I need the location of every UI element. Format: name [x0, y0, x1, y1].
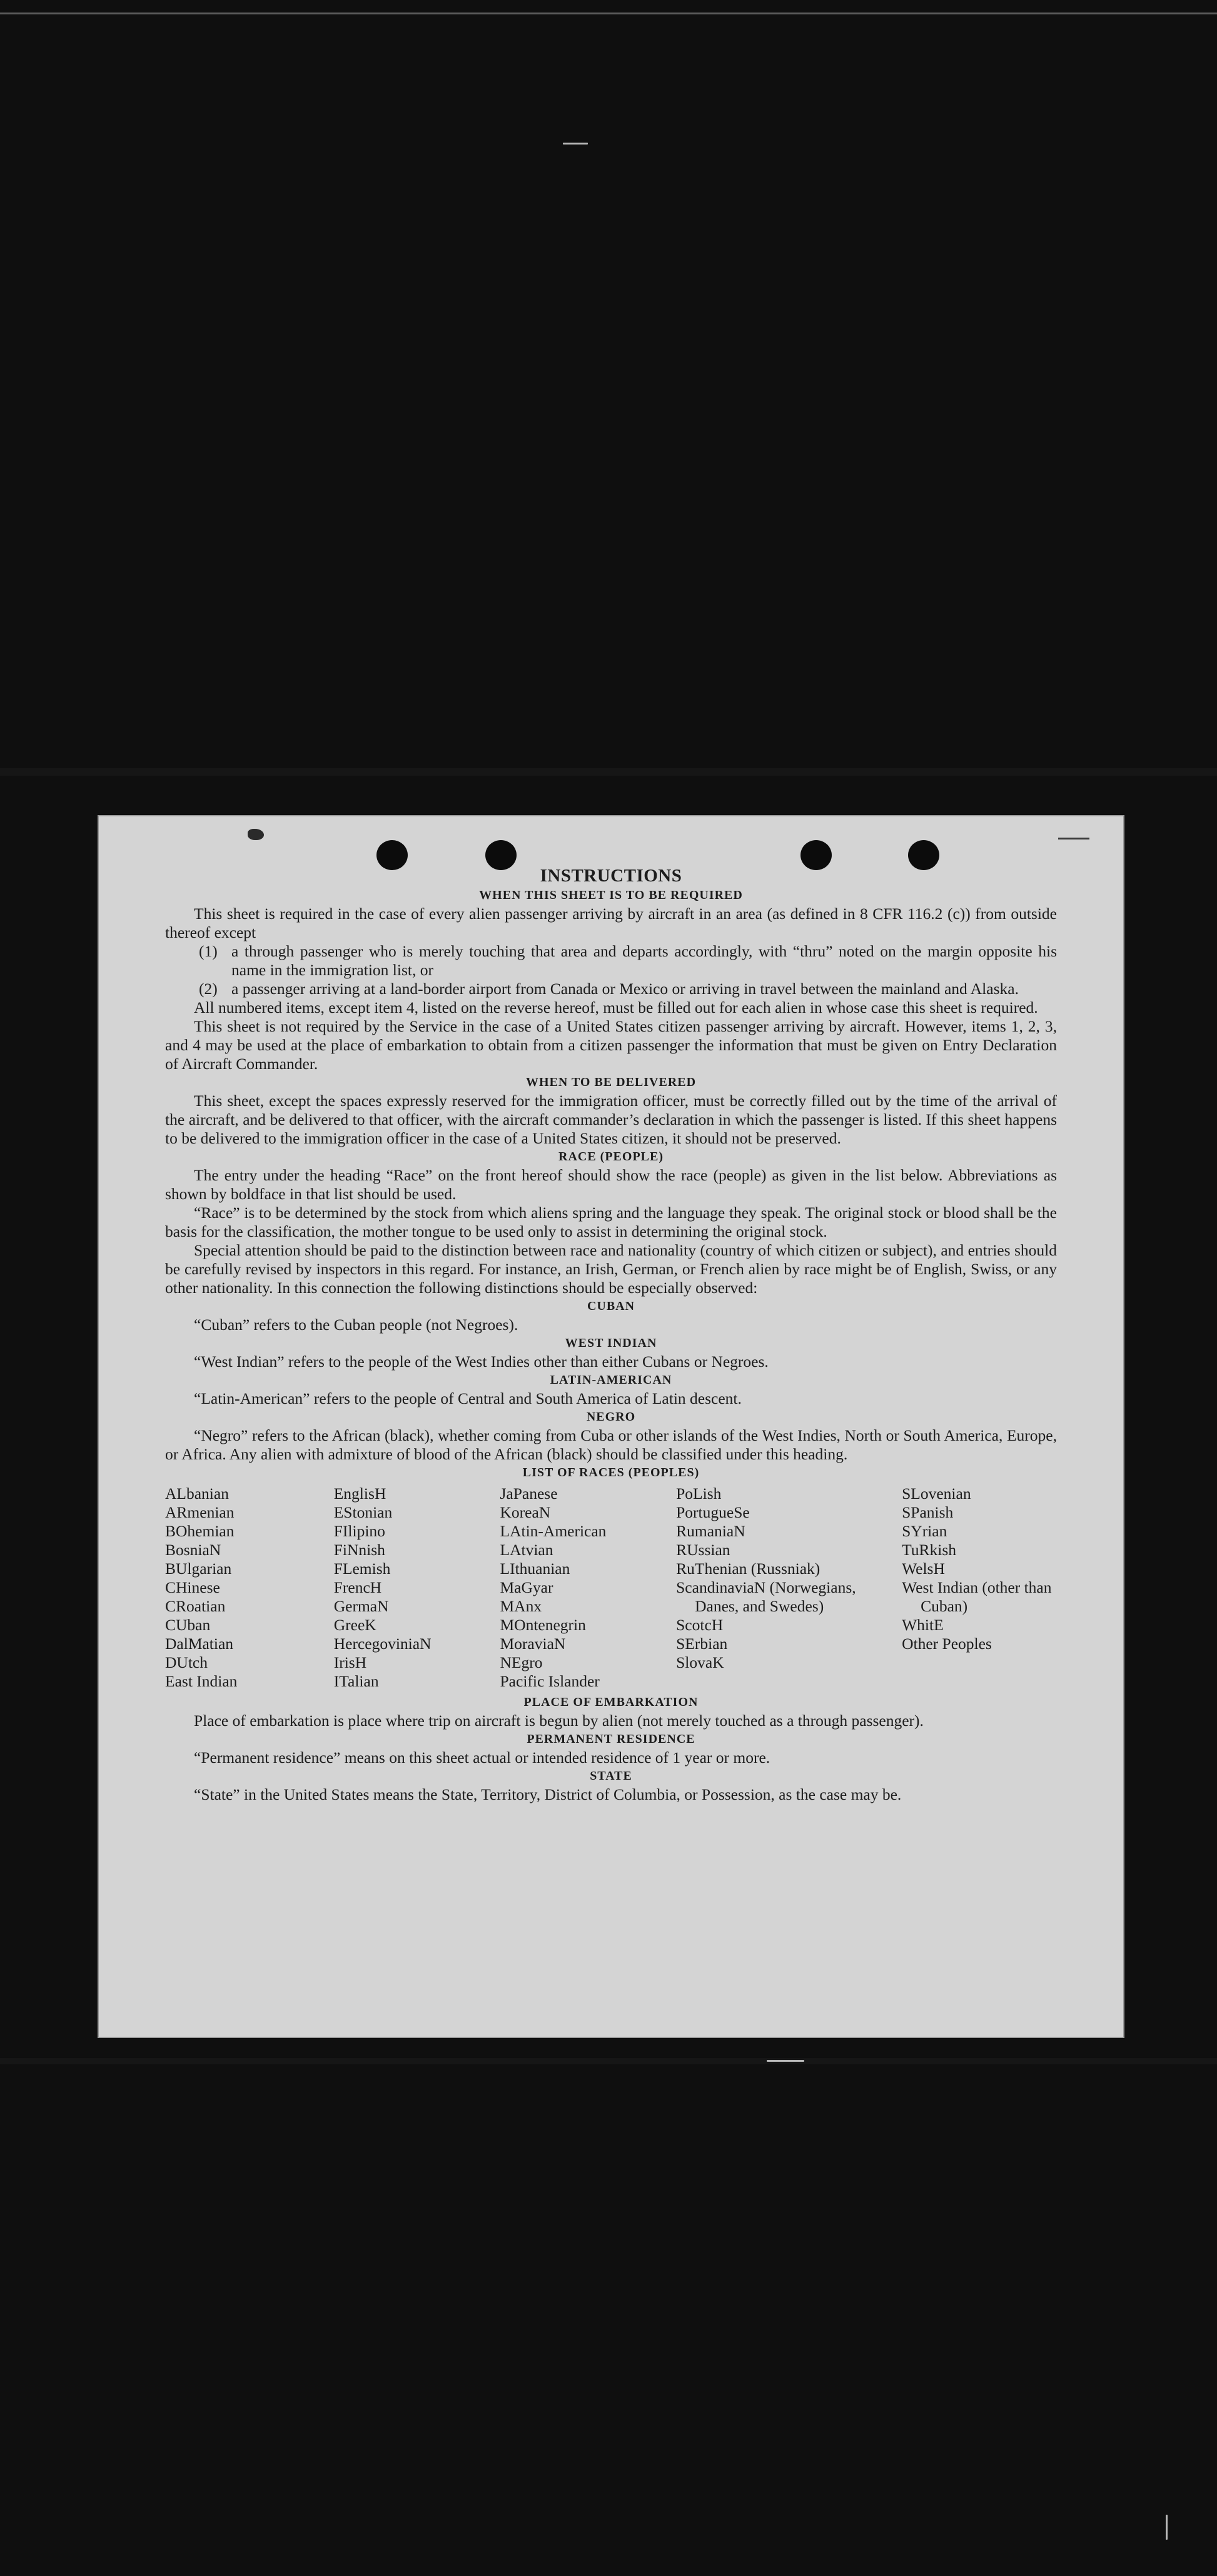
race-item: TuRkish	[902, 1541, 957, 1559]
race-item: WhitE	[902, 1616, 944, 1634]
race-item: HercegoviniaN	[333, 1635, 432, 1653]
race-item: FiNnish	[333, 1541, 385, 1559]
race-item: SYrian	[902, 1522, 947, 1540]
paragraph: Place of embarkation is place where trip on aircraft is begun by alien (not merely touched as a through passenger).	[194, 1711, 924, 1730]
race-item: BosniaN	[165, 1541, 221, 1559]
race-item: MAnx	[500, 1597, 542, 1615]
list-item-number: (1)	[199, 942, 218, 960]
section-heading-latin-american: LATIN-AMERICAN	[550, 1373, 672, 1387]
list-item-number: (2)	[199, 980, 218, 998]
race-item: SLovenian	[902, 1484, 971, 1503]
paragraph: “West Indian” refers to the people of the West Indies other than either Cubans or Negroes.	[194, 1352, 769, 1371]
race-item: SErbian	[676, 1635, 728, 1653]
races-column	[165, 1484, 334, 1691]
race-item: DUtch	[165, 1653, 208, 1671]
section-heading-west-indian: WEST INDIAN	[565, 1336, 657, 1350]
film-speck	[1166, 2515, 1168, 2540]
paragraph: “Latin-American” refers to the people of Central and South America of Latin descent.	[194, 1389, 742, 1407]
section-heading-when-delivered: WHEN TO BE DELIVERED	[525, 1075, 697, 1089]
section-heading-residence: PERMANENT RESIDENCE	[527, 1732, 695, 1746]
section-heading-races-list: LIST OF RACES (PEOPLES)	[522, 1466, 700, 1479]
film-speck	[767, 2060, 804, 2062]
race-item: JaPanese	[500, 1484, 558, 1503]
race-item: BUlgarian	[165, 1559, 232, 1578]
races-column	[902, 1484, 1057, 1691]
race-item: East Indian	[165, 1672, 238, 1690]
race-item: MOntenegrin	[500, 1616, 586, 1634]
film-band	[0, 2058, 1217, 2064]
paragraph: The entry under the heading “Race” on the front hereof should show the race (people) as given in the list below. Abbreviations as shown by boldface in that list should be used.	[165, 1166, 1057, 1203]
punch-hole	[485, 840, 517, 870]
race-item: ITalian	[333, 1672, 379, 1690]
race-item: BOhemian	[165, 1522, 235, 1540]
races-column	[334, 1484, 500, 1691]
list-item	[199, 942, 1057, 980]
races-column	[500, 1484, 677, 1691]
paragraph: “State” in the United States means the State, Territory, District of Columbia, or Possession, as the case may be.	[194, 1785, 902, 1803]
section-heading-embarkation: PLACE OF EMBARKATION	[523, 1695, 699, 1709]
race-item: GreeK	[333, 1616, 376, 1634]
race-item: MaGyar	[500, 1578, 553, 1596]
race-item: KoreaN	[500, 1503, 551, 1521]
race-item: West Indian (other than Cuban)	[902, 1578, 1052, 1615]
paragraph: All numbered items, except item 4, listed on the reverse hereof, must be filled out for each alien in whose case this sheet is required.	[194, 998, 1038, 1017]
race-item: LIthuanian	[500, 1559, 570, 1578]
race-item: LAtin-American	[500, 1522, 607, 1540]
race-item: FrencH	[333, 1578, 382, 1596]
section-heading-state: STATE	[590, 1769, 632, 1783]
race-item: Pacific Islander	[500, 1672, 600, 1690]
race-item: MoraviaN	[500, 1635, 566, 1653]
race-item: ALbanian	[165, 1484, 229, 1503]
film-speck	[563, 143, 588, 145]
paragraph: “Negro” refers to the African (black), whether coming from Cuba or other islands of the West Indies, North or South America, Europe, or Africa. Any alien with admixture of blood of the African (black) should be classified under this heading.	[165, 1426, 1057, 1463]
paragraph: This sheet is required in the case of every alien passenger arriving by aircraft in an area (as defined in 8 CFR 116.2 (c)) from outside thereof except	[165, 905, 1057, 941]
race-item: EStonian	[333, 1503, 393, 1521]
race-item: EnglisH	[333, 1484, 386, 1503]
race-item: DalMatian	[165, 1635, 234, 1653]
punch-hole	[376, 840, 408, 870]
film-band	[0, 768, 1217, 776]
race-item: NEgro	[500, 1653, 543, 1671]
section-heading-negro: NEGRO	[586, 1410, 636, 1424]
list-item-text: a through passenger who is merely touching that area and departs accordingly, with “thru” noted on the margin opposite his name in the immigration list, or	[231, 942, 1057, 979]
race-item: GermaN	[333, 1597, 389, 1615]
race-item: RUssian	[676, 1541, 730, 1559]
race-item: CRoatian	[165, 1597, 226, 1615]
race-item: CUban	[165, 1616, 211, 1634]
race-item: PortugueSe	[676, 1503, 750, 1521]
races-column	[676, 1484, 902, 1691]
race-item: FIlipino	[333, 1522, 385, 1540]
pencil-mark	[1058, 838, 1089, 839]
race-item: SlovaK	[676, 1653, 724, 1671]
race-item: RuThenian (Russniak)	[676, 1559, 821, 1578]
list-item-text: a passenger arriving at a land-border airport from Canada or Mexico or arriving in travel between the mainland and Alaska.	[231, 980, 1019, 998]
film-top-edge	[0, 13, 1217, 14]
section-heading-cuban: CUBAN	[587, 1299, 635, 1313]
race-item: Other Peoples	[902, 1635, 992, 1653]
race-item: IrisH	[333, 1653, 367, 1671]
paragraph: This sheet, except the spaces expressly reserved for the immigration officer, must be correctly filled out by the time of the arrival of the aircraft, and be delivered to that officer, with the aircraft commander’s declaration in which the passenger is listed. If this sheet happens to be delivered to the immigration officer in the case of a United States citizen, it should not be preserved.	[165, 1092, 1057, 1147]
races-list	[165, 1484, 1057, 1691]
race-item: LAtvian	[500, 1541, 553, 1559]
page-title: INSTRUCTIONS	[540, 866, 682, 886]
race-item: WelsH	[902, 1559, 945, 1578]
race-item: ScotcH	[676, 1616, 724, 1634]
instruction-sheet	[98, 815, 1124, 2038]
paragraph: This sheet is not required by the Service in the case of a United States citizen passenger arriving by aircraft. However, items 1, 2, 3, and 4 may be used at the place of embarkation to obtain from a citizen passenger the information that must be given on Entry Declaration of Aircraft Commander.	[165, 1017, 1057, 1073]
race-item: CHinese	[165, 1578, 220, 1596]
paragraph: Special attention should be paid to the distinction between race and nationality (country of which citizen or subject), and entries should be carefully revised by inspectors in this regard. For instance, an Irish, German, or French alien by race might be of English, Swiss, or any other nationality. In this connection the following distinctions should be especially observed:	[165, 1241, 1057, 1297]
section-heading-race: RACE (PEOPLE)	[558, 1150, 664, 1164]
race-item: PoLish	[676, 1484, 722, 1503]
paragraph: “Cuban” refers to the Cuban people (not Negroes).	[194, 1316, 518, 1334]
punch-hole	[908, 840, 939, 870]
paragraph: “Race” is to be determined by the stock from which aliens spring and the language they speak. The original stock or blood shall be the basis for the classification, the mother tongue to be used only to assist in determining the original stock.	[165, 1204, 1057, 1240]
race-item: ARmenian	[165, 1503, 235, 1521]
paragraph: “Permanent residence” means on this sheet actual or intended residence of 1 year or more.	[194, 1748, 770, 1767]
section-heading-when-required: WHEN THIS SHEET IS TO BE REQUIRED	[479, 888, 743, 902]
race-item: ScandinaviaN (Norwegians, Danes, and Swedes)	[676, 1578, 856, 1615]
race-item: RumaniaN	[676, 1522, 745, 1540]
corner-mark	[248, 829, 264, 840]
punch-hole	[800, 840, 832, 870]
race-item: SPanish	[902, 1503, 954, 1521]
race-item: FLemish	[333, 1559, 391, 1578]
list-item	[199, 980, 1057, 998]
